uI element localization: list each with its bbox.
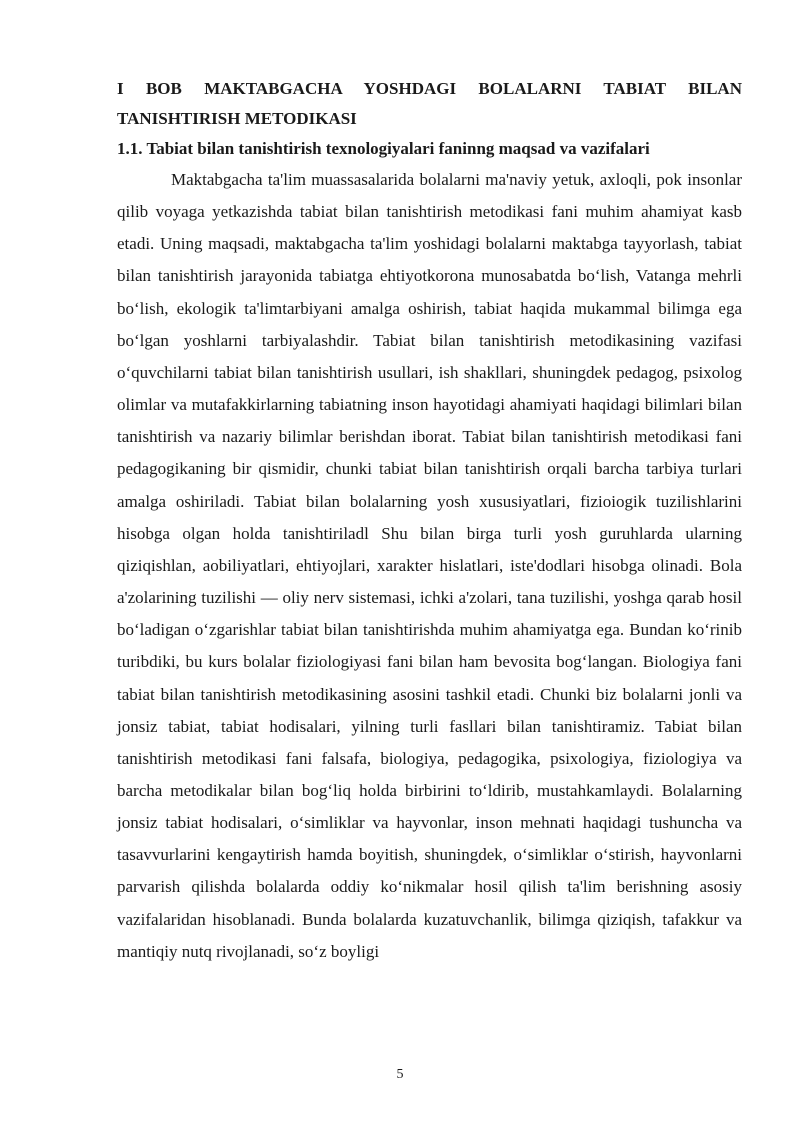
- body-paragraph: Maktabgacha ta'lim muassasalarida bolalarni ma'naviy yetuk, axloqli, pok insonlar qilib voyaga yetkazishda tabiat bilan tanishtirish metodikasi fani muhim ahamiyat kasb etadi. Uning maqsadi, maktabgacha ta'lim yoshidagi bolalarni maktabga tayyorlash, tabiat bilan tanishtirish jarayonida tabiatga ehtiyotkorona munosabatda bo‘lish, Vatanga mehrli bo‘lish, ekologik ta'limtarbiyani amalga oshirish, tabiat haqida mukammal bilimga ega bo‘lgan yoshlarni tarbiyalashdir. Tabiat bilan tanishtirish metodikasining vazifasi o‘quvchilarni tabiat bilan tanishtirish usullari, ish shakllari, shuningdek pedagog, psixolog olimlar va mutafakkirlarning tabiatning inson hayotidagi ahamiyati haqidagi bilimlari bilan tanishtirish va nazariy bilimlar berishdan iborat. Tabiat bilan tanishtirish metodikasi fani pedagogikaning bir qismidir, chunki tabiat bilan tanishtirish orqali barcha tarbiya turlari amalga oshiriladi. Tabiat bilan bolalarning yosh xususiyatlari, fizioiogik tuzilishlarini hisobga olgan holda tanishtiriladl Shu bilan birga turli yosh guruhlarda ularning qiziqishlan, aobiliyatlari, ehtiyojlari, xarakter hislatlari, iste'dodlari hisobga olinadi. Bola a'zolarining tuzilishi — oliy nerv sistemasi, ichki a'zolari, tana tuzilishi, yoshga qarab hosil bo‘ladigan o‘zgarishlar tabiat bilan tanishtirishda muhim ahamiyatga ega. Bundan ko‘rinib turibdiki, bu kurs bolalar fiziologiyasi fani bilan ham bevosita bog‘langan. Biologiya fani tabiat bilan tanishtirish metodikasining asosini tashkil etadi. Chunki biz bolalarni jonli va jonsiz tabiat, tabiat hodisalari, yilning turli fasllari bilan tanishtiramiz. Tabiat bilan tanishtirish metodikasi fani falsafa, biologiya, pedagogika, psixologiya, fiziologiya va barcha metodikalar bilan bog‘liq holda birbirini to‘ldirib, mustahkamlaydi. Bolalarning jonsiz tabiat hodisalari, o‘simliklar va hayvonlar, inson mehnati haqidagi tushuncha va tasavvurlarini kengaytirish hamda boyitish, shuningdek, o‘simliklar o‘stirish, hayvonlarni parvarish qilishda bolalarda oddiy ko‘nikmalar hosil qilish ta'lim berishning asosiy vazifalaridan hisoblanadi. Bunda bolalarda kuzatuvchanlik, bilimga qiziqish, tafakkur va mantiqiy nutq rivojlanadi, so‘z boyligi: [117, 170, 742, 961]
- chapter-title-line-1: I BOB MAKTABGACHA YOSHDAGI BOLALARNI TABIAT BILAN: [117, 79, 742, 98]
- chapter-title-line-2: TANISHTIRISH METODIKASI: [117, 108, 357, 128]
- section-title: 1.1. Tabiat bilan tanishtirish texnologiyalari faninng maqsad va vazifalari: [117, 139, 650, 158]
- page-number: 5: [396, 1067, 404, 1082]
- chapter-title: [117, 74, 742, 133]
- document-page: [117, 74, 742, 968]
